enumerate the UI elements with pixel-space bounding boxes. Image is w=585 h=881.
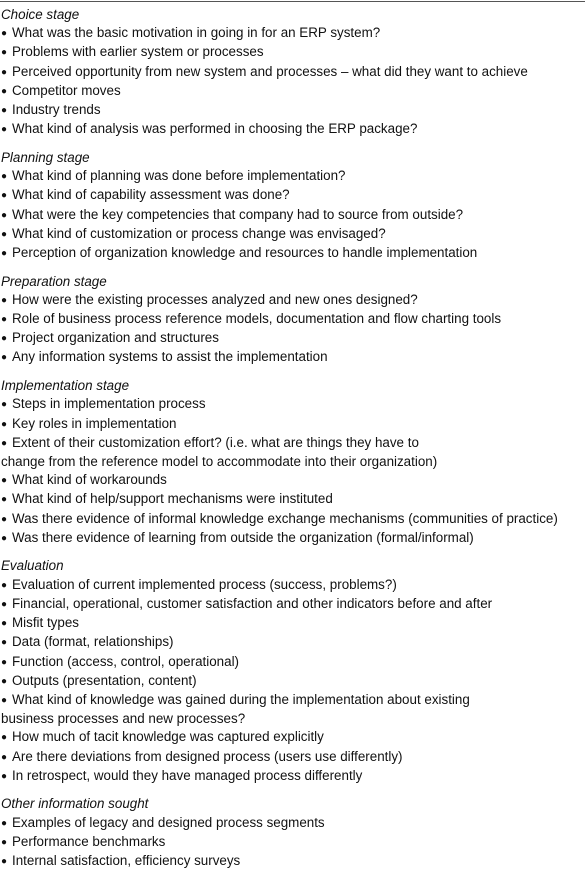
list-item <box>1 672 583 691</box>
list-item <box>1 415 583 434</box>
list-item <box>1 186 583 205</box>
list-item <box>1 63 583 82</box>
list-item-text: Extent of their customization effort? (i.e. what are things they have to <box>12 434 419 450</box>
bullet-icon: ● <box>1 437 8 449</box>
bullet-icon: ● <box>1 675 8 687</box>
list-item-text: What kind of workarounds <box>12 472 167 488</box>
list-item <box>1 490 583 509</box>
list-item <box>1 814 583 833</box>
bullet-icon: ● <box>1 333 8 345</box>
bullet-icon: ● <box>1 656 8 668</box>
list-item-text: Perceived opportunity from new system and processes – what did they want to achieve <box>12 63 528 79</box>
document-body <box>1 6 583 881</box>
bullet-icon: ● <box>1 47 8 59</box>
list-item-text: What kind of capability assessment was done? <box>12 187 290 203</box>
list-item-text: Problems with earlier system or processes <box>12 44 264 60</box>
list-item <box>1 43 583 62</box>
list-item-text: Data (format, relationships) <box>12 634 174 650</box>
section-preparation-stage <box>1 273 583 368</box>
list-item-text: What kind of customization or process change was envisaged? <box>12 225 386 241</box>
item-list <box>1 395 583 548</box>
list-item-text: What were the key competencies that company had to source from outside? <box>12 206 464 222</box>
list-item-text: Evaluation of current implemented process (success, problems?) <box>12 576 397 592</box>
list-item-text: Financial, operational, customer satisfaction and other indicators before and after <box>12 595 493 611</box>
list-item <box>1 24 583 43</box>
list-item-text: What was the basic motivation in going in for an ERP system? <box>12 25 381 41</box>
list-item-text: Examples of legacy and designed process segments <box>12 814 325 830</box>
section-title: Preparation stage <box>1 273 107 289</box>
list-item-text: Any information systems to assist the implementation <box>12 349 328 365</box>
list-item <box>1 329 583 348</box>
list-item <box>1 244 583 263</box>
bullet-icon: ● <box>1 598 8 610</box>
list-item-text: How were the existing processes analyzed and new ones designed? <box>12 291 418 307</box>
list-item-text: Function (access, control, operational) <box>12 653 240 669</box>
list-item <box>1 120 583 139</box>
list-item-text: What kind of analysis was performed in choosing the ERP package? <box>12 121 418 137</box>
list-item <box>1 833 583 852</box>
bullet-icon: ● <box>1 494 8 506</box>
list-item <box>1 510 583 529</box>
list-item-text: Misfit types <box>12 615 79 631</box>
list-item-text: Competitor moves <box>12 82 121 98</box>
section-other-information <box>1 795 583 871</box>
list-item-text: What kind of planning was done before implementation? <box>12 168 346 184</box>
bullet-icon: ● <box>1 418 8 430</box>
list-item <box>1 595 583 614</box>
bullet-icon: ● <box>1 817 8 829</box>
list-item <box>1 614 583 633</box>
list-item <box>1 310 583 329</box>
bullet-icon: ● <box>1 294 8 306</box>
section-evaluation <box>1 557 583 785</box>
list-item <box>1 225 583 244</box>
bullet-icon: ● <box>1 190 8 202</box>
bullet-icon: ● <box>1 732 8 744</box>
list-item <box>1 434 583 471</box>
bullet-icon: ● <box>1 618 8 630</box>
section-title: Implementation stage <box>1 378 130 394</box>
bullet-icon: ● <box>1 579 8 591</box>
bullet-icon: ● <box>1 85 8 97</box>
bullet-icon: ● <box>1 856 8 868</box>
list-item-text: Role of business process reference models, documentation and flow charting tools <box>12 311 502 327</box>
bullet-icon: ● <box>1 66 8 78</box>
list-item <box>1 748 583 767</box>
list-item <box>1 633 583 652</box>
section-implementation-stage <box>1 377 583 548</box>
list-item <box>1 728 583 747</box>
bullet-icon: ● <box>1 171 8 183</box>
list-item <box>1 767 583 786</box>
list-item-continuation: change from the reference model to accommodate into their organization) <box>1 453 438 469</box>
list-item-text: What kind of knowledge was gained during the implementation about existing <box>12 691 470 707</box>
list-item <box>1 82 583 101</box>
bullet-icon: ● <box>1 770 8 782</box>
list-item-text: Was there evidence of informal knowledge exchange mechanisms (communities of practice) <box>12 510 558 526</box>
item-list <box>1 167 583 263</box>
section-choice-stage <box>1 6 583 139</box>
list-item-text: Perception of organization knowledge and resources to handle implementation <box>12 244 478 260</box>
bullet-icon: ● <box>1 637 8 649</box>
bullet-icon: ● <box>1 247 8 259</box>
list-item <box>1 852 583 871</box>
list-item-text: Are there deviations from designed process (users use differently) <box>12 748 403 764</box>
section-planning-stage <box>1 149 583 263</box>
list-item-text: How much of tacit knowledge was captured explicitly <box>12 729 324 745</box>
list-item <box>1 576 583 595</box>
list-item-text: Steps in implementation process <box>12 396 206 412</box>
list-item <box>1 395 583 414</box>
list-item-text: Key roles in implementation <box>12 415 177 431</box>
bullet-icon: ● <box>1 105 8 117</box>
list-item <box>1 101 583 120</box>
item-list <box>1 814 583 872</box>
section-title: Other information sought <box>1 796 149 812</box>
list-item <box>1 529 583 548</box>
list-item-text: Was there evidence of learning from outside the organization (formal/informal) <box>12 529 474 545</box>
section-title: Choice stage <box>1 7 80 22</box>
bullet-icon: ● <box>1 532 8 544</box>
list-item <box>1 653 583 672</box>
list-item <box>1 206 583 225</box>
bullet-icon: ● <box>1 314 8 326</box>
list-item-continuation: business processes and new processes? <box>1 711 246 727</box>
item-list <box>1 291 583 368</box>
item-list <box>1 24 583 139</box>
bullet-icon: ● <box>1 124 8 136</box>
bullet-icon: ● <box>1 399 8 411</box>
list-item <box>1 167 583 186</box>
bullet-icon: ● <box>1 475 8 487</box>
bullet-icon: ● <box>1 28 8 40</box>
item-list <box>1 576 583 786</box>
list-item-text: In retrospect, would they have managed process differently <box>12 767 363 783</box>
bullet-icon: ● <box>1 352 8 364</box>
bullet-icon: ● <box>1 694 8 706</box>
list-item-text: What kind of help/support mechanisms were instituted <box>12 491 333 507</box>
list-item <box>1 291 583 310</box>
section-title: Evaluation <box>1 558 64 574</box>
top-rule <box>0 1 585 2</box>
bullet-icon: ● <box>1 228 8 240</box>
list-item <box>1 348 583 367</box>
list-item <box>1 471 583 490</box>
bullet-icon: ● <box>1 751 8 763</box>
list-item <box>1 691 583 728</box>
bullet-icon: ● <box>1 836 8 848</box>
bullet-icon: ● <box>1 209 8 221</box>
bullet-icon: ● <box>1 513 8 525</box>
list-item-text: Industry trends <box>12 102 101 118</box>
list-item-text: Internal satisfaction, efficiency surveys <box>12 853 241 869</box>
list-item-text: Performance benchmarks <box>12 833 166 849</box>
list-item-text: Project organization and structures <box>12 330 219 346</box>
section-title: Planning stage <box>1 149 90 165</box>
list-item-text: Outputs (presentation, content) <box>12 672 197 688</box>
